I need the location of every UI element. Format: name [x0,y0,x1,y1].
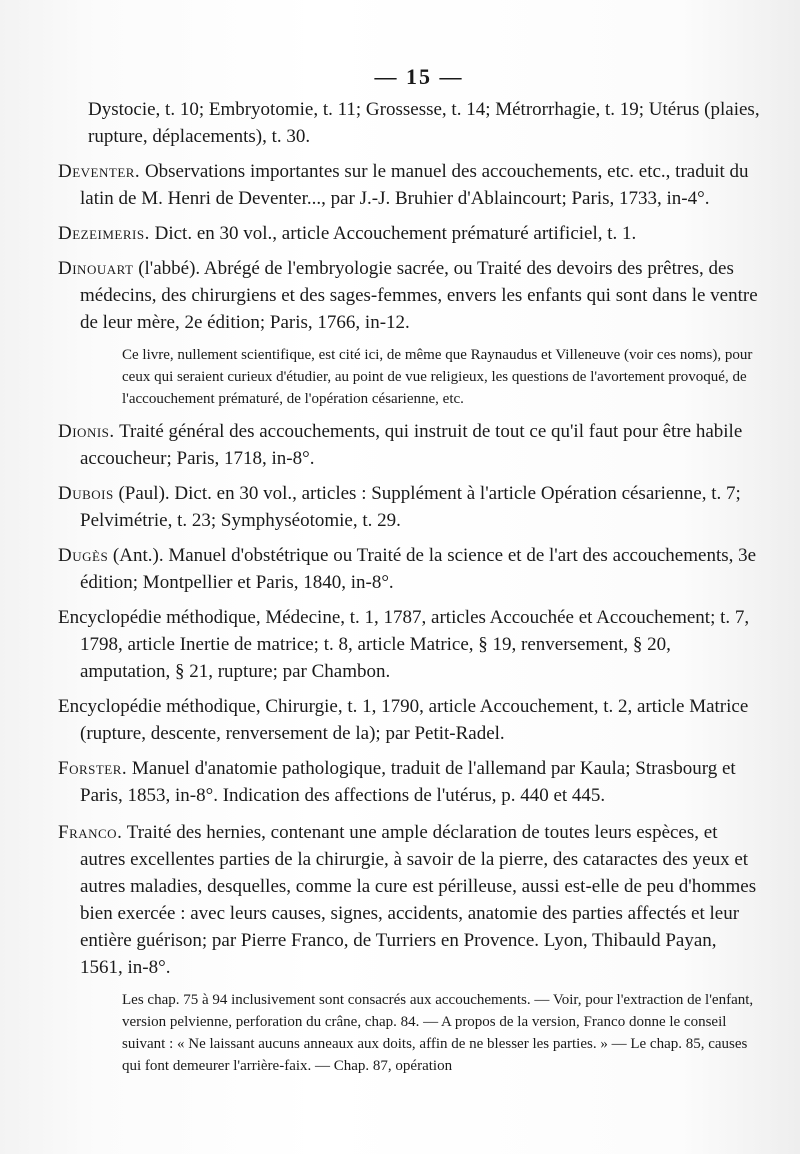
entry-text: Dystocie, t. 10; Embryotomie, t. 11; Grossesse, t. 14; Métrorrhagie, t. 19; Utérus (plaies, rupture, déplacements), t. 30. [88,99,760,147]
entry-text: (Paul). Dict. en 30 vol., articles : Supplément à l'article Opération césarienne, t. 7; Pelvimétrie, t. 23; Symphyséotomie, t. 29. [80,483,741,531]
entry-text: Dict. en 30 vol., article Accouchement prématuré artificiel, t. 1. [154,223,637,244]
bibliography-entry [58,96,760,150]
bibliography-entry [58,220,760,247]
entry-author: Dezeimeris. [58,223,150,244]
bibliography-entry [58,542,760,596]
entry-note: Ce livre, nullement scientifique, est cité ici, de même que Raynaudus et Villeneuve (voir ces noms), pour ceux qui seraient curieux d'étudier, au point de vue religieux, les questions de l'avortement provoqué, de l'accouchement prématuré, de l'opération césarienne, etc. [122,347,753,407]
entry-text: Traité général des accouchements, qui instruit de tout ce qu'il faut pour être habile accoucheur; Paris, 1718, in-8°. [80,421,743,469]
bibliography-entry [58,604,760,685]
entry-text: Encyclopédie méthodique, Médecine, t. 1, 1787, articles Accouchée et Accouchement; t. 7, 1798, article Inertie de matrice; t. 8, article Matrice, § 19, renversement, § 20, amputation, § 21, rupture; par Chambon. [58,607,750,682]
entry-text: (Ant.). Manuel d'obstétrique ou Traité de la science et de l'art des accouchements, 3e édition; Montpellier et Paris, 1840, in-8°. [80,545,757,593]
entry-text: Manuel d'anatomie pathologique, traduit de l'allemand par Kaula; Strasbourg et Paris, 1853, in-8°. Indication des affections de l'utérus, p. 440 et 445. [80,758,736,806]
entry-note: Les chap. 75 à 94 inclusivement sont consacrés aux accouchements. — Voir, pour l'extraction de l'enfant, version pelvienne, perforation du crâne, chap. 84. — A propos de la version, Franco donne le conseil suivant : « Ne laissant aucuns anneaux aux doits, affin de ne blesser les parties. » — Le chap. 85, causes qui font demeurer l'arrière-faix. — Chap. 87, opération [122,992,754,1074]
entry-text: (l'abbé). Abrégé de l'embryologie sacrée, ou Traité des devoirs des prêtres, des médecins, des chirurgiens et des sages-femmes, envers les enfants qui sont dans le ventre de leur mère, 2e édition; Paris, 1766, in-12. [80,258,758,333]
entry-author: Deventer. [58,161,141,182]
entry-author: Franco. [58,822,123,843]
bibliography-entry [58,255,760,336]
entry-text: Encyclopédie méthodique, Chirurgie, t. 1, 1790, article Accouchement, t. 2, article Matrice (rupture, descente, renversement de la); par Petit-Radel. [58,696,749,744]
page-number: — 15 — [374,64,464,89]
entry-text: Observations importantes sur le manuel des accouchements, etc. etc., traduit du latin de M. Henri de Deventer..., par J.-J. Bruhier d'Ablaincourt; Paris, 1733, in-4°. [80,161,749,209]
bibliography-entry [58,418,760,472]
bibliography-entry [58,480,760,534]
bibliography-entry [58,158,760,212]
bibliography-entry [58,693,760,747]
entry-author: Dugès [58,545,109,566]
entry-author: Forster. [58,758,128,779]
bibliography-entry [58,755,760,809]
bibliography-entry [58,819,760,981]
entry-author: Dionis. [58,421,115,442]
entry-author: Dubois [58,483,114,504]
page-content [58,64,760,1085]
entry-text: Traité des hernies, contenant une ample déclaration de toutes leurs espèces, et autres excellentes parties de la chirurgie, à savoir de la pierre, des cataractes des yeux et autres maladies, desquelles, comme la cure est périlleuse, aussi est-elle de peu d'hommes bien exercée : avec leurs causes, signes, accidents, anatomie des parties affectés et leur entière guérison; par Pierre Franco, de Turriers en Provence. Lyon, Thibauld Payan, 1561, in-8°. [80,822,757,978]
entry-author: Dinouart [58,258,134,279]
